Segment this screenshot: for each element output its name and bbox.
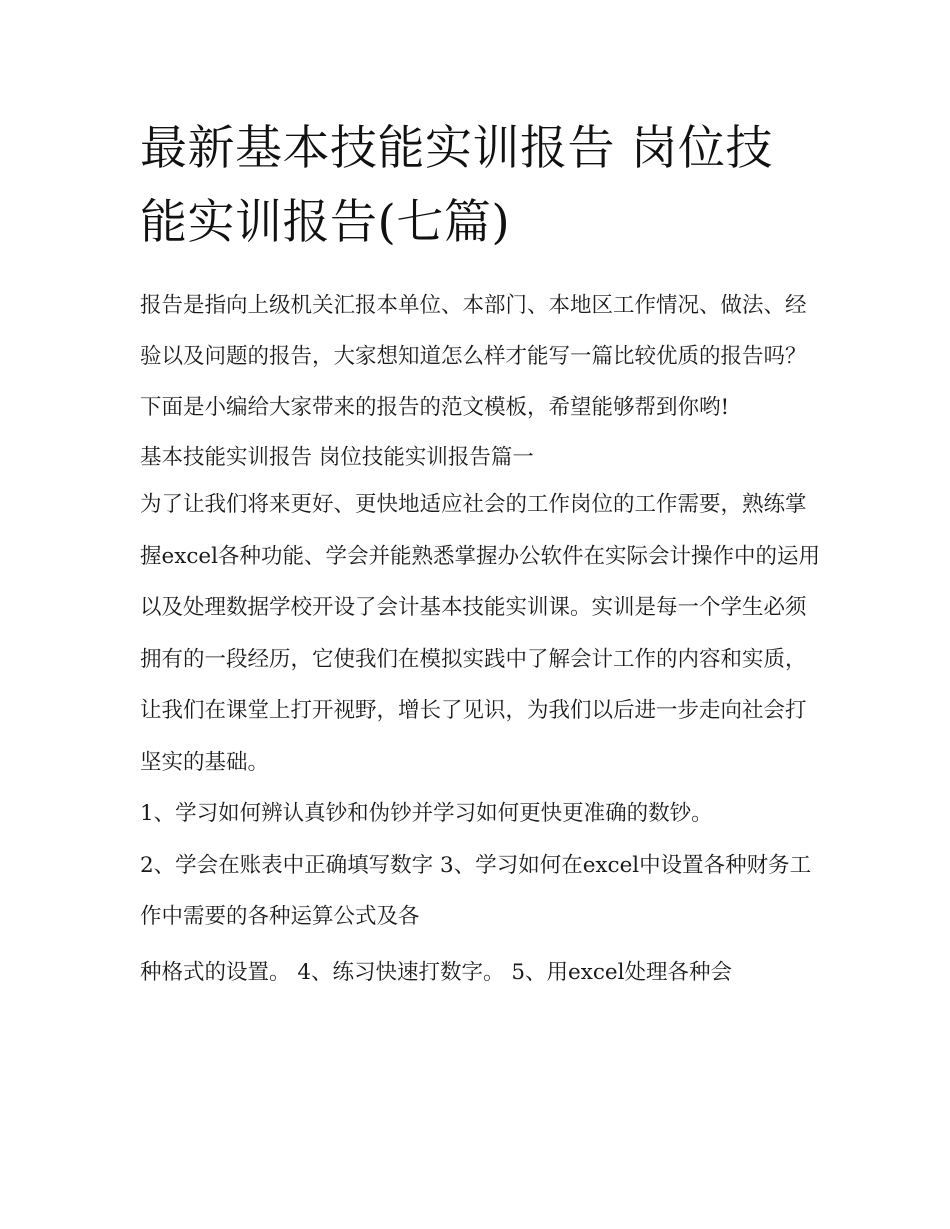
list-item: 种格式的设置。 4、练习快速打数字。 5、用excel处理各种会 (140, 959, 733, 985)
body-paragraph: 为了让我们将来更好、更快地适应社会的工作岗位的工作需要，熟练掌握excel各种功能、学会并能熟悉掌握办公软件在实际会计操作中的运用以及处理数据学校开设了会计基本技能实训课。实训是每一个学生必须拥有的一段经历，它使我们在模拟实践中了解会计工作的内容和实质，让我们在课堂上打开视野，增长了见识，为我们以后进一步走向社会打坚实的基础。 (140, 492, 820, 775)
list-item: 1、学习如何辨认真钞和伪钞并学习如何更快更准确的数钞。 (140, 801, 713, 826)
intro-paragraph: 报告是指向上级机关汇报本单位、本部门、本地区工作情况、做法、经验以及问题的报告，大家想知道怎么样才能写一篇比较优质的报告吗？下面是小编给大家带来的报告的范文模板，希望能够帮到你哟! (140, 293, 807, 420)
list-item: 2、学会在账表中正确填写数字 3、学习如何在excel中设置各种财务工作中需要的各种运算公式及各 (140, 852, 812, 929)
section-heading: 基本技能实训报告 岗位技能实训报告篇一 (140, 445, 534, 470)
document-content (140, 112, 820, 998)
numbered-list (140, 788, 820, 998)
document-title: 最新基本技能实训报告 岗位技能实训报告(七篇) (140, 121, 773, 250)
